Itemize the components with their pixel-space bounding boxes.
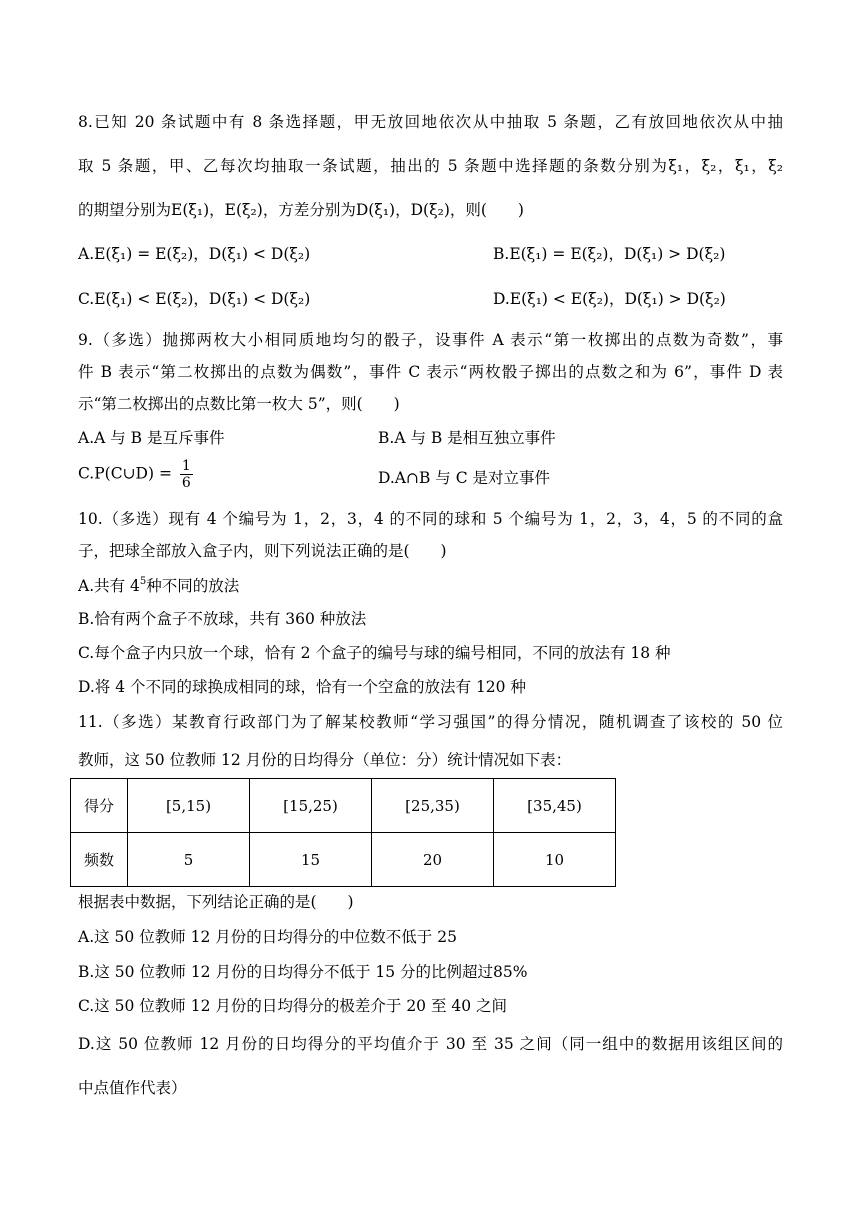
table-cell-interval: [5,15) <box>128 779 250 833</box>
q9-option-a: A.A 与 B 是互斥事件 <box>78 429 225 447</box>
table-cell-interval: [15,25) <box>250 779 372 833</box>
score-frequency-table <box>70 778 616 887</box>
q9-option-c <box>78 458 193 491</box>
q10-option-d: D.将 4 个不同的球换成相同的球，恰有一个空盒的放法有 120 种 <box>78 678 526 696</box>
table-cell-frequency: 10 <box>494 833 616 887</box>
q8-option-d: D.E(ξ₁) < E(ξ₂)，D(ξ₁) > D(ξ₂) <box>493 290 726 308</box>
q10-option-a <box>78 574 239 596</box>
q8-option-b: B.E(ξ₁) = E(ξ₂)，D(ξ₁) > D(ξ₂) <box>493 245 726 263</box>
q8-option-c: C.E(ξ₁) < E(ξ₂)，D(ξ₁) < D(ξ₂) <box>78 290 311 308</box>
fraction-denominator: 6 <box>181 475 191 491</box>
q8-stem-line3: 的期望分别为E(ξ₁)，E(ξ₂)，方差分别为D(ξ₁)，D(ξ₂)，则( ) <box>78 201 524 219</box>
q9-option-d: D.A∩B 与 C 是对立事件 <box>378 469 551 487</box>
q9-stem-line3: 示“第二枚掷出的点数比第一枚大 5”，则( ) <box>78 395 400 413</box>
q9-option-c-fraction <box>180 458 193 491</box>
q8-option-a: A.E(ξ₁) = E(ξ₂)，D(ξ₁) < D(ξ₂) <box>78 245 311 263</box>
q11-option-d-line1: D.这 50 位教师 12 月份的日均得分的平均值介于 30 至 35 之间（同一组中的数据用该组区间的 <box>78 1035 783 1053</box>
table-header-frequency: 频数 <box>71 833 128 887</box>
q10-option-a-post: 种不同的放法 <box>146 577 240 595</box>
q10-option-b: B.恰有两个盒子不放球，共有 360 种放法 <box>78 610 367 628</box>
q11-option-c: C.这 50 位教师 12 月份的日均得分的极差介于 20 至 40 之间 <box>78 997 508 1015</box>
table-cell-frequency: 20 <box>372 833 494 887</box>
table-cell-interval: [35,45) <box>494 779 616 833</box>
q11-stem-line3: 根据表中数据，下列结论正确的是( ) <box>78 893 354 911</box>
q8-stem-line2: 取 5 条题，甲、乙每次均抽取一条试题，抽出的 5 条题中选择题的条数分别为ξ₁，ξ₂，ξ₁，ξ₂ <box>78 157 783 175</box>
q11-option-a: A.这 50 位教师 12 月份的日均得分的中位数不低于 25 <box>78 928 457 946</box>
q11-option-b: B.这 50 位教师 12 月份的日均得分不低于 15 分的比例超过85% <box>78 963 528 981</box>
table-row <box>71 833 616 887</box>
table-cell-interval: [25,35) <box>372 779 494 833</box>
table-row <box>71 779 616 833</box>
q10-option-c: C.每个盒子内只放一个球，恰有 2 个盒子的编号与球的编号相同，不同的放法有 18 种 <box>78 644 671 662</box>
fraction-numerator: 1 <box>181 458 191 474</box>
q9-stem-line2: 件 B 表示“第二枚掷出的点数为偶数”，事件 C 表示“两枚骰子掷出的点数之和为 6”，事件 D 表 <box>78 363 783 381</box>
q11-stem-line2: 教师，这 50 位教师 12 月份的日均得分（单位：分）统计情况如下表： <box>78 751 572 769</box>
q11-option-d-line2: 中点值作代表） <box>78 1079 187 1097</box>
q9-option-c-prefix: C.P(C∪D) = <box>78 464 172 483</box>
q10-option-a-pre: A.共有 4 <box>78 577 140 595</box>
q9-option-b: B.A 与 B 是相互独立事件 <box>378 429 556 447</box>
q10-stem-line1: 10.（多选）现有 4 个编号为 1，2，3，4 的不同的球和 5 个编号为 1，2，3，4，5 的不同的盒 <box>78 510 783 528</box>
q9-stem-line1: 9.（多选）抛掷两枚大小相同质地均匀的骰子，设事件 A 表示“第一枚掷出的点数为奇数”，事 <box>78 331 783 349</box>
table-cell-frequency: 5 <box>128 833 250 887</box>
table-cell-frequency: 15 <box>250 833 372 887</box>
q11-stem-line1: 11.（多选）某教育行政部门为了解某校教师“学习强国”的得分情况，随机调查了该校的 50 位 <box>78 713 783 731</box>
q10-option-a-exponent: 5 <box>139 576 147 587</box>
q10-stem-line2: 子，把球全部放入盒子内，则下列说法正确的是( ) <box>78 542 447 560</box>
q8-stem-line1: 8.已知 20 条试题中有 8 条选择题，甲无放回地依次从中抽取 5 条题，乙有放回地依次从中抽 <box>78 113 783 131</box>
table-header-score: 得分 <box>71 779 128 833</box>
